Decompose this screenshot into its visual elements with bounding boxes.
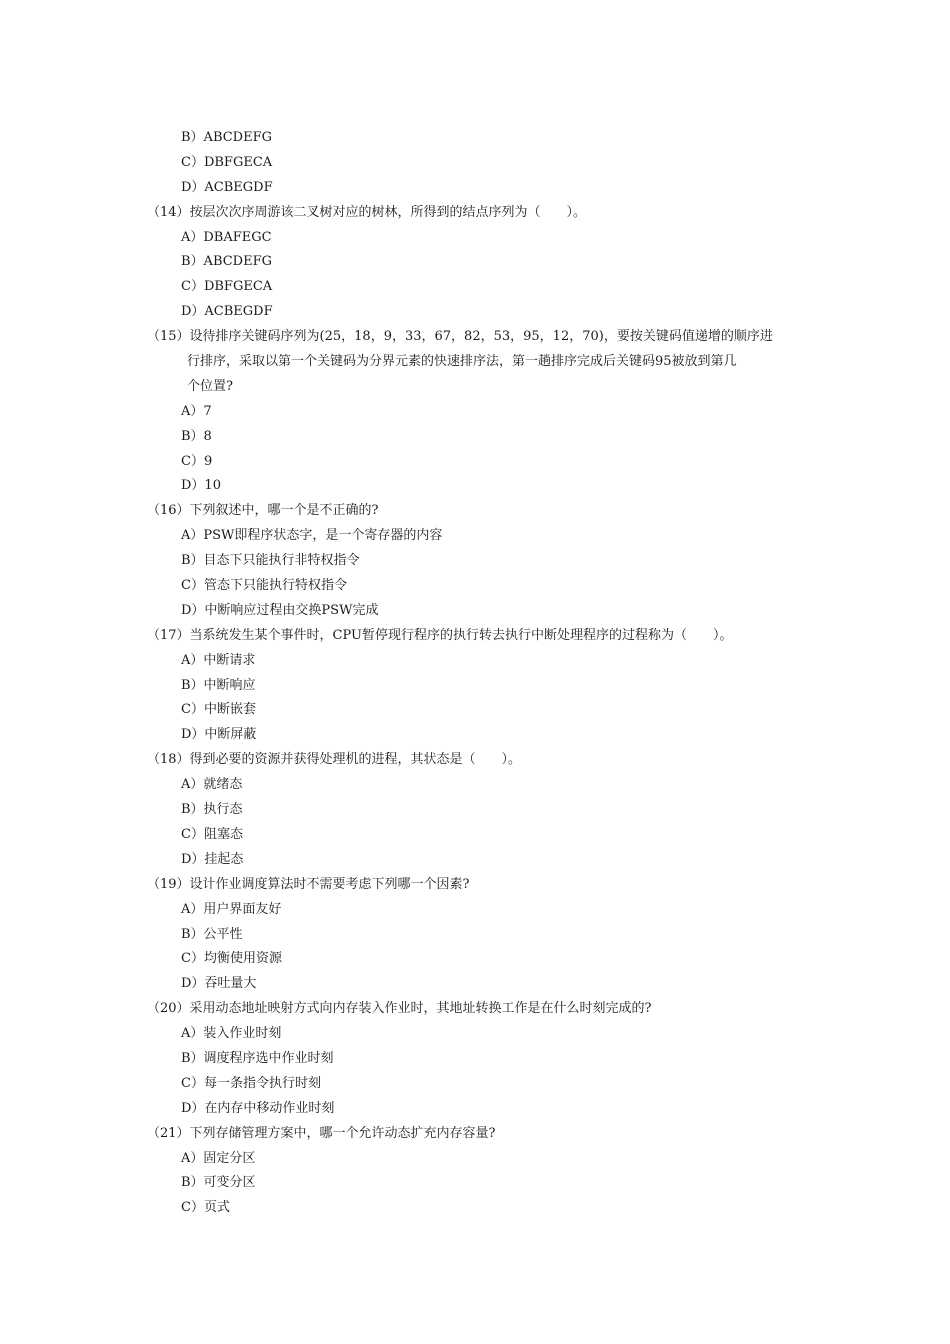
answer-option: A）DBAFEGC [181, 229, 272, 245]
answer-option: C）阻塞态 [181, 826, 243, 842]
document-body [0, 126, 950, 1221]
answer-option: A）7 [181, 403, 212, 419]
answer-option: C）页式 [181, 1200, 230, 1216]
question-stem: （17）当系统发生某个事件时，CPU暂停现行程序的执行转去执行中断处理程序的过程称为（ ）。 [147, 627, 733, 643]
answer-option: C）每一条指令执行时刻 [181, 1075, 321, 1091]
answer-option: B）执行态 [181, 802, 243, 818]
answer-option: B）中断响应 [181, 677, 256, 693]
answer-option: C）均衡使用资源 [181, 951, 282, 967]
answer-option: A）用户界面友好 [181, 901, 282, 917]
answer-option: C）管态下只能执行特权指令 [181, 578, 347, 594]
answer-option: D）在内存中移动作业时刻 [181, 1100, 335, 1116]
question-stem: （15）设待排序关键码序列为(25，18，9，33，67，82，53，95，12，70)，要按关键码值递增的顺序进 [147, 329, 773, 345]
question-stem: （14）按层次次序周游该二叉树对应的树林，所得到的结点序列为（ ）。 [147, 204, 587, 220]
answer-option: D）10 [181, 478, 221, 494]
answer-option: D）中断响应过程由交换PSW完成 [181, 602, 379, 618]
answer-option: C）DBFGECA [181, 279, 273, 295]
answer-option: D）ACBEGDF [181, 179, 273, 195]
answer-option: A）就绪态 [181, 777, 243, 793]
answer-option: B）公平性 [181, 926, 243, 942]
answer-option: B）ABCDEFG [181, 254, 273, 270]
answer-option: A）固定分区 [181, 1150, 256, 1166]
answer-option: C）9 [181, 453, 213, 469]
answer-option: B）调度程序选中作业时刻 [181, 1050, 334, 1066]
answer-option: D）中断屏蔽 [181, 727, 257, 743]
question-stem-continuation: 行排序，采取以第一个关键码为分界元素的快速排序法，第一趟排序完成后关键码95被放到第几 [187, 354, 737, 370]
question-stem: （19）设计作业调度算法时不需要考虑下列哪一个因素? [147, 876, 470, 892]
answer-option: C）中断嵌套 [181, 702, 256, 718]
answer-option: B）目态下只能执行非特权指令 [181, 553, 360, 569]
answer-option: B）可变分区 [181, 1175, 256, 1191]
answer-option: A）装入作业时刻 [181, 1026, 282, 1042]
question-stem: （20）采用动态地址映射方式向内存装入作业时，其地址转换工作是在什么时刻完成的? [147, 1001, 652, 1017]
answer-option: D）ACBEGDF [181, 304, 273, 320]
answer-option: A）中断请求 [181, 652, 256, 668]
answer-option: D）吞吐量大 [181, 976, 257, 992]
answer-option: C）DBFGECA [181, 154, 273, 170]
answer-option: A）PSW即程序状态字，是一个寄存器的内容 [181, 528, 443, 544]
question-stem-continuation: 个位置? [187, 378, 233, 394]
answer-option: B）8 [181, 428, 212, 444]
question-stem: （16）下列叙述中，哪一个是不正确的? [147, 503, 379, 519]
answer-option: D）挂起态 [181, 851, 244, 867]
question-stem: （18）得到必要的资源并获得处理机的进程，其状态是（ ）。 [147, 752, 522, 768]
answer-option: B）ABCDEFG [181, 130, 273, 145]
question-stem: （21）下列存储管理方案中，哪一个允许动态扩充内存容量? [147, 1125, 496, 1141]
